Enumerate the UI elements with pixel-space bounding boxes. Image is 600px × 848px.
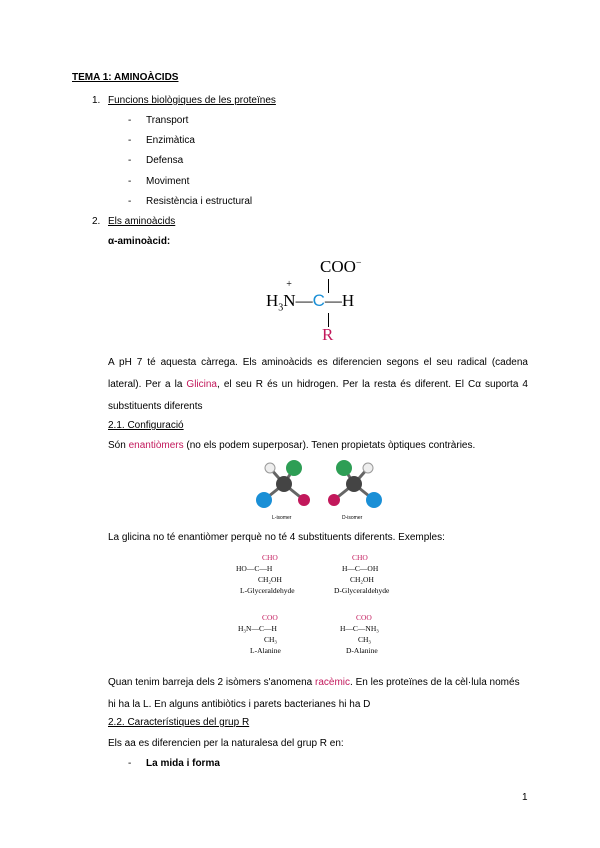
paragraph-racemic-part1: Quan tenim barreja dels 2 isòmers s'anomena [108,677,316,688]
example-d-alanine [340,612,430,656]
list-item [128,155,184,166]
list-item [128,196,253,207]
amino-acid-formula [260,255,380,350]
formula-n-charge: + [286,279,292,290]
formula-n: N [283,291,296,310]
example-middle-row: H—C—OH [342,564,379,573]
example-bottom-group: CH₃ [264,635,278,644]
term-racemic: racèmic [315,677,351,688]
bullet: - [128,115,132,126]
example-top-group: CHO [262,553,278,562]
bullet: - [128,196,132,207]
example-l-glyceraldehyde [236,552,326,596]
list-item [128,758,220,769]
example-bottom-group: CH₂OH [258,575,282,584]
list-item [128,115,189,126]
example-top-group: CHO [352,553,368,562]
section21-text [108,440,475,451]
section2-subheading: α-aminoàcid: [108,236,171,247]
section22-text: Els aa es diferencien per la naturalesa del grup R en: [108,738,344,749]
l-isomer-model [256,460,310,508]
paragraph-glycine: La glicina no té enantiòmer perquè no té 4 substituents diferents. Exemples: [108,532,445,543]
section2-number: 2. [92,216,101,227]
paragraph-ph [108,352,528,418]
bullet: - [128,135,132,146]
list-item [128,176,190,187]
list-item-text: Enzimàtica [146,135,195,146]
formula-r: R [322,325,334,344]
formula-coo: COO [320,257,356,276]
list-item-text: Transport [146,115,189,126]
list-item-text: La mida i forma [146,758,220,769]
section2-heading: Els aminoàcids [108,216,176,227]
formula-bond-left: — [295,291,313,310]
section1-number: 1. [92,95,101,106]
bullet: - [128,176,132,187]
l-isomer-label: L-isomer [272,515,292,521]
bullet: - [128,155,132,166]
term-enantiomers: enantiòmers [128,440,184,451]
paragraph-ph-part2: , el seu R és un hidrogen. Per la resta és diferent. El Cα suporta 4 substituents diferents [108,379,528,412]
section21-heading: 2.1. Configuració [108,420,184,431]
example-top-group: COO [262,613,278,622]
formula-alpha-carbon: C [312,291,325,310]
page-title: TEMA 1: AMINOÀCIDS [72,72,179,83]
section1-heading: Funcions biològiques de les proteïnes [108,95,276,106]
example-bottom-group: CH₃ [358,635,372,644]
d-isomer-label: D-isomer [342,515,363,521]
paragraph-racemic [108,672,528,716]
example-middle-row: HO—C—H [236,564,273,573]
example-name: D-Glyceraldehyde [334,586,390,595]
example-name: D-Alanine [346,646,378,655]
example-l-alanine [238,612,328,656]
example-d-glyceraldehyde [334,552,424,596]
example-middle-row: H—C—NH₃ [340,624,379,633]
example-top-group: COO [356,613,372,622]
paragraph-ph-part1: A pH 7 té aquesta càrrega. Els aminoàcids es diferencien segons el seu radical (cadena lateral). Per a la [108,357,528,390]
formula-coo-charge: − [355,257,362,269]
term-glicina: Glicina [186,379,217,390]
example-middle-row: H₃N—C—H [238,624,277,633]
formula-bond-right: —H [324,291,355,310]
formula-h: H [266,291,279,310]
list-item [128,135,195,146]
enantiomer-models [250,456,390,522]
section21-text-pre: Són [108,440,129,451]
list-item-text: Moviment [146,176,190,187]
paragraph-racemic-part2: . En les proteïnes de la cèl·lula només hi ha la L. En alguns antibiòtics i parets bacterianes hi ha D [108,677,520,710]
section22-heading: 2.2. Característiques del grup R [108,717,250,728]
formula-h3-sub: 3 [278,302,284,314]
example-name: L-Alanine [250,646,281,655]
list-item-text: Defensa [146,155,184,166]
bullet: - [128,758,132,769]
section21-text-post: (no els podem superposar). Tenen propietats òptiques contràries. [183,440,476,451]
example-name: L-Glyceraldehyde [240,586,295,595]
list-item-text: Resistència i estructural [146,196,253,207]
example-bottom-group: CH₂OH [350,575,374,584]
page-number: 1 [522,792,528,803]
d-isomer-model [328,460,382,508]
